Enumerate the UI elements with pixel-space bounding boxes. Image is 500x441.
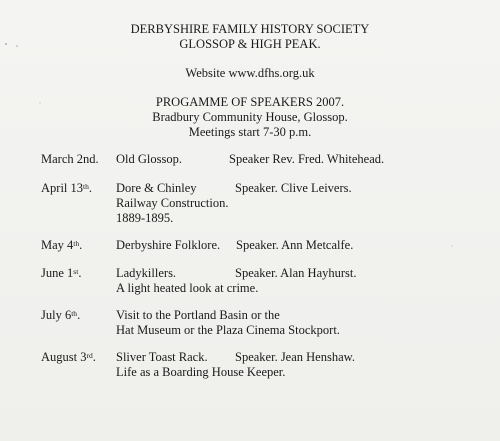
date-ordinal: rd — [86, 351, 93, 360]
website-line: Website www.dfhs.org.uk — [185, 66, 315, 80]
event-speaker: Speaker Rev. Fred. Whitehead. — [229, 152, 385, 166]
event-topic: Old Glossop. — [116, 152, 182, 166]
speck — [451, 245, 452, 246]
event-speaker: Speaker. Clive Leivers. — [235, 181, 352, 195]
event-detail: Railway Construction. — [116, 196, 229, 210]
event-date: July 6th. — [41, 308, 81, 322]
event-topic: Sliver Toast Rack. — [116, 350, 208, 364]
event-topic: Dore & Chinley — [116, 181, 197, 195]
event-detail: A light heated look at crime. — [116, 281, 259, 295]
event-detail: Life as a Boarding House Keeper. — [116, 365, 286, 379]
event-date: May 4th. — [41, 238, 83, 252]
branch-title: GLOSSOP & HIGH PEAK. — [179, 37, 321, 51]
event-speaker: Speaker. Ann Metcalfe. — [236, 238, 354, 252]
event-topic: Ladykillers. — [116, 266, 177, 280]
event-speaker: Speaker. Jean Henshaw. — [235, 350, 355, 364]
date-ordinal: st — [73, 267, 79, 276]
event-detail: 1889-1895. — [116, 211, 174, 225]
event-date: June 1st. — [41, 266, 82, 280]
event-date: March 2nd. — [41, 152, 99, 166]
society-title: DERBYSHIRE FAMILY HISTORY SOCIETY — [130, 22, 370, 36]
event-date: August 3rd. — [41, 350, 96, 364]
date-ordinal: th — [71, 309, 78, 318]
venue-line: Bradbury Community House, Glossop. — [152, 110, 348, 124]
event-topic: Visit to the Portland Basin or the — [116, 308, 280, 322]
date-ordinal: th — [73, 239, 80, 248]
date-ordinal: th — [83, 182, 89, 191]
event-speaker: Speaker. Alan Hayhurst. — [235, 266, 357, 280]
meetings-line: Meetings start 7-30 p.m. — [188, 125, 312, 139]
event-date: April 13th. — [41, 181, 92, 195]
programme-title: PROGAMME OF SPEAKERS 2007. — [155, 95, 345, 109]
event-detail: Hat Museum or the Plaza Cinema Stockport. — [116, 323, 340, 337]
event-topic: Derbyshire Folklore. — [116, 238, 221, 252]
